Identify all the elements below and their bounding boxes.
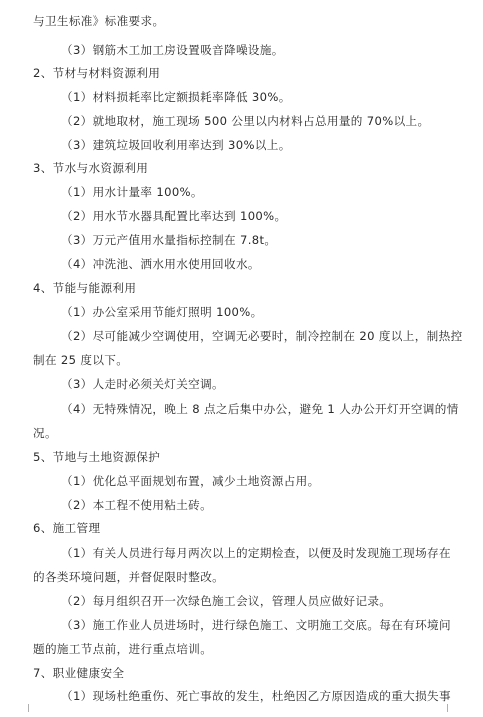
- text-line: （3）施工作业人员进场时，进行绿色施工、文明施工交底。每在有环境问: [61, 618, 451, 632]
- text-line: （3）钢筋木工加工房设置吸音降噪设施。: [61, 43, 284, 57]
- section-heading: 7、职业健康安全: [33, 666, 125, 680]
- section-heading: 3、节水与水资源利用: [33, 161, 149, 175]
- text-line: 况。: [33, 426, 57, 440]
- text-line: （3）万元产值用水量指标控制在 7.8t。: [61, 233, 277, 247]
- text-line: （2）每月组织召开一次绿色施工会议，管理人员应做好记录。: [61, 594, 392, 608]
- text-line: 与卫生标准》标准要求。: [33, 14, 165, 28]
- text-line: （2）就地取材，施工现场 500 公里以内材料占总用量的 70%以上。: [61, 114, 430, 128]
- text-line: （4）无特殊情况，晚上 8 点之后集中办公，避免 1 人办公开灯开空调的情: [61, 402, 459, 416]
- text-line: （1）有关人员进行每月两次以上的定期检查，以便及时发现施工现场存在: [61, 546, 451, 560]
- text-line: （2）尽可能减少空调使用，空调无必要时，制冷控制在 20 度以上，制热控: [61, 329, 463, 343]
- margin-corner-mark: [14, 704, 29, 712]
- text-line: （2）用水节水器具配置比率达到 100%。: [61, 209, 287, 223]
- text-line: （3）人走时必须关灯关空调。: [61, 377, 224, 391]
- text-line: （1）现场杜绝重伤、死亡事故的发生，杜绝因乙方原因造成的重大损失事: [61, 689, 451, 703]
- text-line: 题的施工节点前，进行重点培训。: [33, 642, 213, 656]
- section-heading: 4、节能与能源利用: [33, 281, 137, 295]
- section-heading: 6、施工管理: [33, 521, 101, 535]
- text-line: （2）本工程不使用粘土砖。: [61, 498, 213, 512]
- text-line: （1）材料损耗率比定额损耗率降低 30%。: [61, 90, 291, 104]
- text-line: 制在 25 度以下。: [33, 353, 129, 367]
- text-line: （1）办公室采用节能灯照明 100%。: [61, 305, 263, 319]
- margin-corner-mark: [447, 704, 462, 712]
- text-line: （1）用水计量率 100%。: [61, 185, 203, 199]
- text-line: （3）建筑垃圾回收利用率达到 30%以上。: [61, 138, 291, 152]
- section-heading: 2、节材与材料资源利用: [33, 66, 161, 80]
- text-line: 的各类环境问题，并督促限时整改。: [33, 570, 225, 584]
- text-line: （1）优化总平面规划布置，减少土地资源占用。: [61, 474, 320, 488]
- text-line: （4）冲洗池、洒水用水使用回收水。: [61, 257, 260, 271]
- section-heading: 5、节地与土地资源保护: [33, 450, 161, 464]
